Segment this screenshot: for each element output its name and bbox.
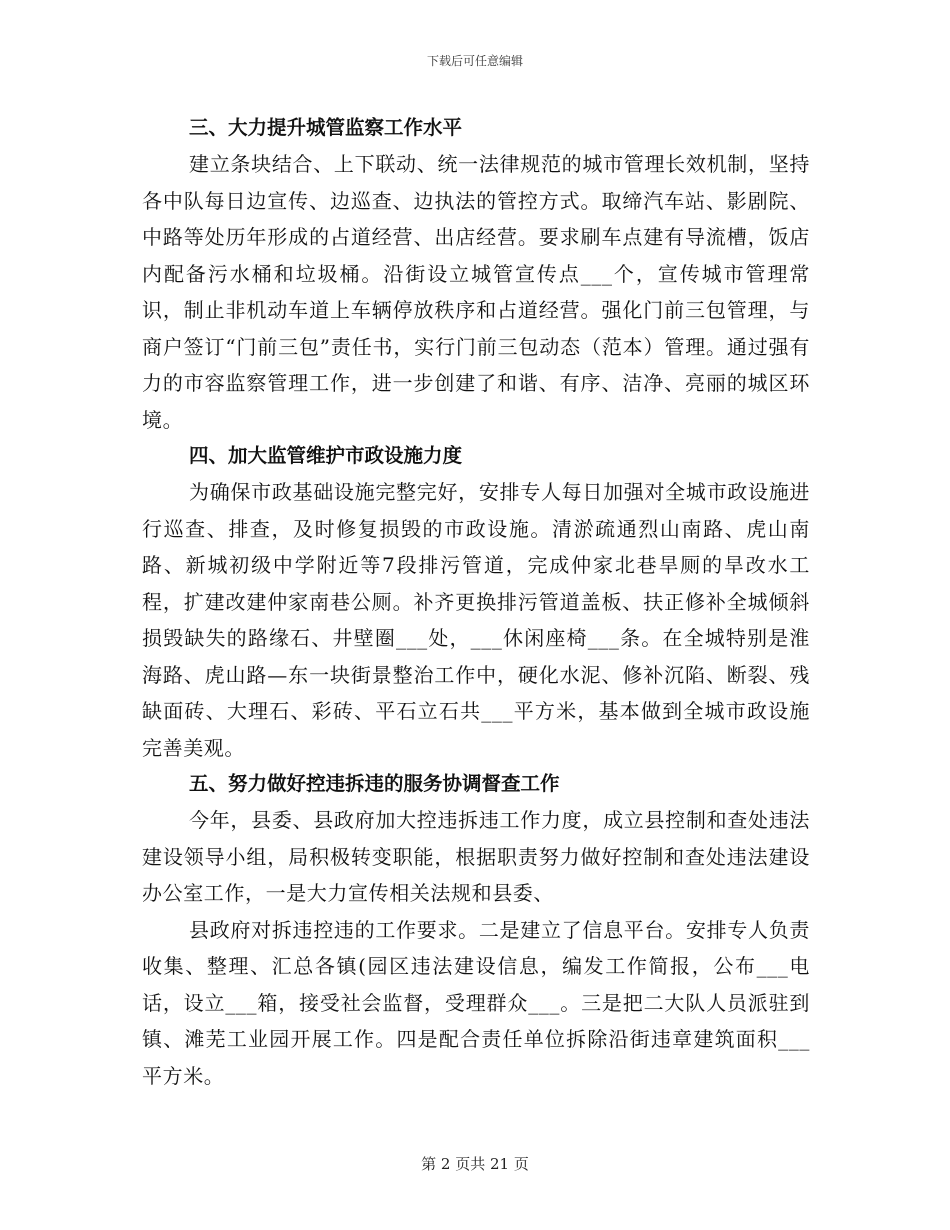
section-5-paragraph-2: 县政府对拆违控违的工作要求。二是建立了信息平台。安排专人负责收集、整理、汇总各镇(园区违法建设信息，编发工作简报，公布___电话，设立___箱，接受社会监督，受理群众___。三是把二大队人员派驻到镇、滩芜工业园开展工作。四是配合责任单位拆除沿街违章建筑面积___平方米。 [142, 917, 810, 1088]
section-4-paragraph-1: 为确保市政基础设施完整完好，安排专人每日加强对全城市政设施进行巡查、排查，及时修复损毁的市政设施。清淤疏通烈山南路、虎山南路、新城初级中学附近等7段排污管道，完成仲家北巷旱厕的旱改水工程，扩建改建仲家南巷公厕。补齐更换排污管道盖板、扶正修补全城倾斜损毁缺失的路缘石、井壁圈___处，___休闲座椅___条。在全城特别是淮海路、虎山路—东一块街景整治工作中，硬化水泥、修补沉陷、断裂、残缺面砖、大理石、彩砖、平石立石共___平方米，基本做到全城市政设施完善美观。 [142, 480, 810, 760]
section-heading-4: 四、加大监管维护市政设施力度 [189, 444, 463, 467]
page-header: 下载后可任意编辑 [426, 54, 523, 68]
section-heading-3: 三、大力提升城管监察工作水平 [189, 116, 463, 139]
section-heading-5: 五、努力做好控违拆违的服务协调督查工作 [189, 772, 560, 795]
page-footer: 第 2 页共 21 页 [421, 1155, 529, 1173]
section-5-paragraph-1: 今年，县委、县政府加大控违拆违工作力度，成立县控制和查处违法建设领导小组，局积极转变职能，根据职责努力做好控制和查处违法建设办公室工作，一是大力宣传相关法规和县委、 [142, 808, 810, 905]
document-body [142, 110, 810, 1094]
section-3-paragraph-1: 建立条块结合、上下联动、统一法律规范的城市管理长效机制，坚持各中队每日边宣传、边巡查、边执法的管控方式。取缔汽车站、影剧院、中路等处历年形成的占道经营、出店经营。要求刷车点建有导流槽，饭店内配备污水桶和垃圾桶。沿街设立城管宣传点___个，宣传城市管理常识，制止非机动车道上车辆停放秩序和占道经营。强化门前三包管理，与商户签订“门前三包”责任书，实行门前三包动态（范本）管理。通过强有力的市容监察管理工作，进一步创建了和谐、有序、洁净、亮丽的城区环境。 [142, 152, 810, 432]
